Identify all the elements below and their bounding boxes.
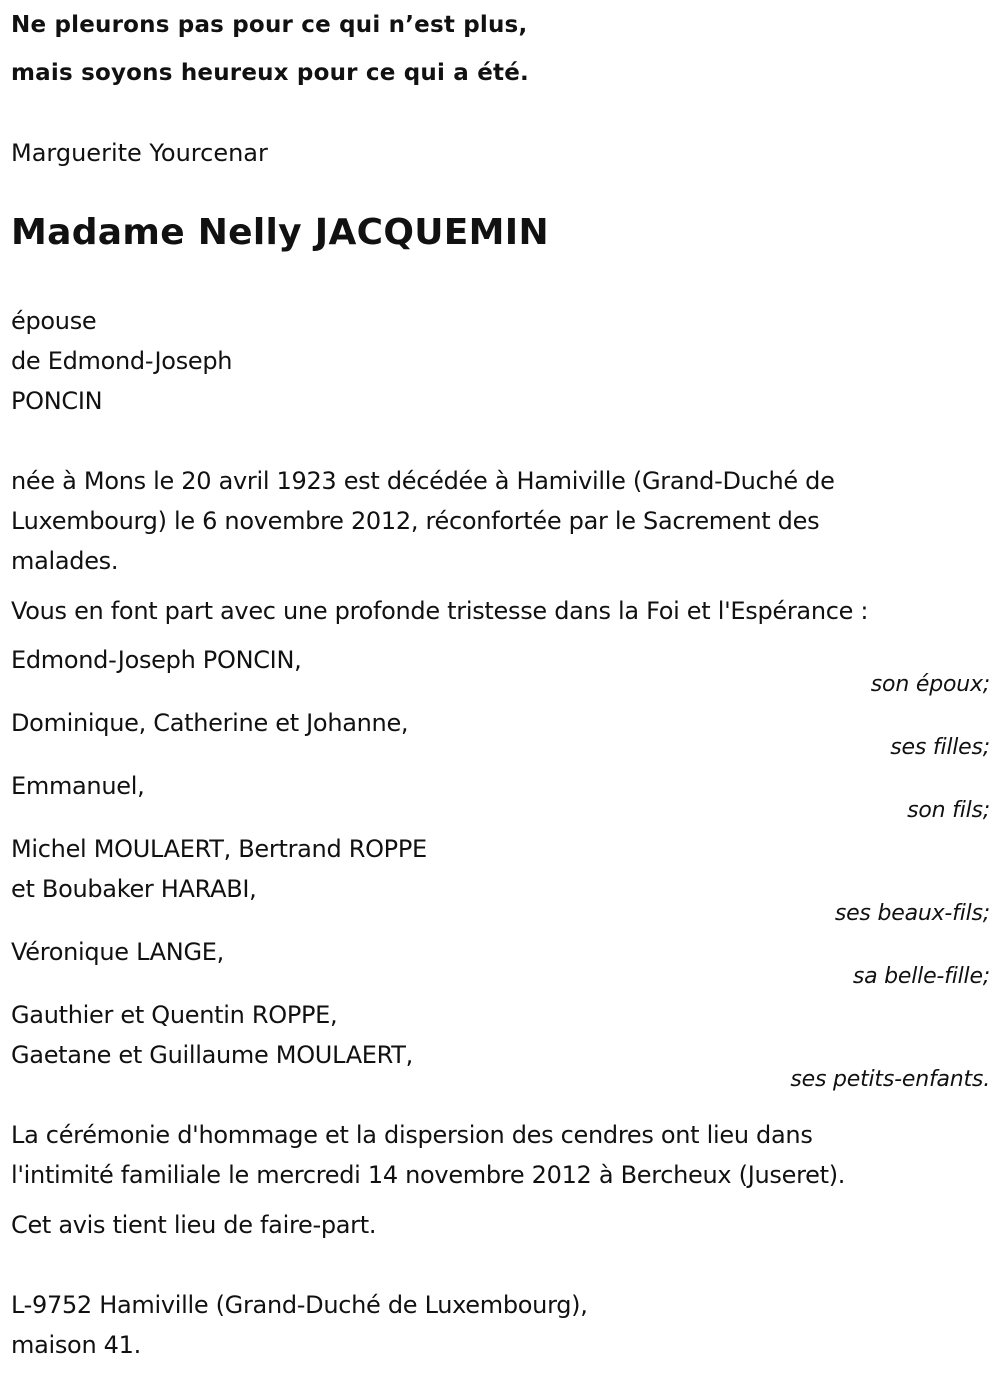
family-relation: sa belle-fille; xyxy=(852,964,990,989)
family-names: Gauthier et Quentin ROPPE, xyxy=(11,1001,338,1029)
notice-text: Cet avis tient lieu de faire-part. xyxy=(11,1211,377,1239)
family-names: Dominique, Catherine et Johanne, xyxy=(11,709,409,737)
spouse-line: PONCIN xyxy=(11,387,103,415)
address-line: maison 41. xyxy=(11,1331,141,1359)
family-names: Edmond-Joseph PONCIN, xyxy=(11,646,302,674)
family-relation: son fils; xyxy=(907,798,990,823)
quote-author: Marguerite Yourcenar xyxy=(11,139,268,167)
announcement-line: malades. xyxy=(11,547,119,575)
deceased-name: Madame Nelly JACQUEMIN xyxy=(11,212,549,253)
ceremony-line: La cérémonie d'hommage et la dispersion des cendres ont lieu dans xyxy=(11,1121,813,1149)
family-names: Véronique LANGE, xyxy=(11,938,224,966)
family-names: Gaetane et Guillaume MOULAERT, xyxy=(11,1041,413,1069)
spouse-line: de Edmond-Joseph xyxy=(11,347,233,375)
family-names: et Boubaker HARABI, xyxy=(11,875,257,903)
family-relation: ses petits-enfants. xyxy=(790,1067,990,1092)
quote-line-2: mais soyons heureux pour ce qui a été. xyxy=(11,60,529,86)
family-names: Michel MOULAERT, Bertrand ROPPE xyxy=(11,835,427,863)
family-relation: son époux; xyxy=(870,672,990,697)
announcement-line: Luxembourg) le 6 novembre 2012, réconfortée par le Sacrement des xyxy=(11,507,820,535)
quote-line-1: Ne pleurons pas pour ce qui n’est plus, xyxy=(11,12,528,38)
family-relation: ses beaux-fils; xyxy=(834,901,990,926)
announcement-line: née à Mons le 20 avril 1923 est décédée à Hamiville (Grand-Duché de xyxy=(11,467,835,495)
family-names: Emmanuel, xyxy=(11,772,145,800)
announcement-intro: Vous en font part avec une profonde tristesse dans la Foi et l'Espérance : xyxy=(11,597,869,625)
ceremony-line: l'intimité familiale le mercredi 14 novembre 2012 à Bercheux (Juseret). xyxy=(11,1161,846,1189)
spouse-line: épouse xyxy=(11,307,97,335)
family-relation: ses filles; xyxy=(890,735,990,760)
address-line: L-9752 Hamiville (Grand-Duché de Luxembourg), xyxy=(11,1291,588,1319)
